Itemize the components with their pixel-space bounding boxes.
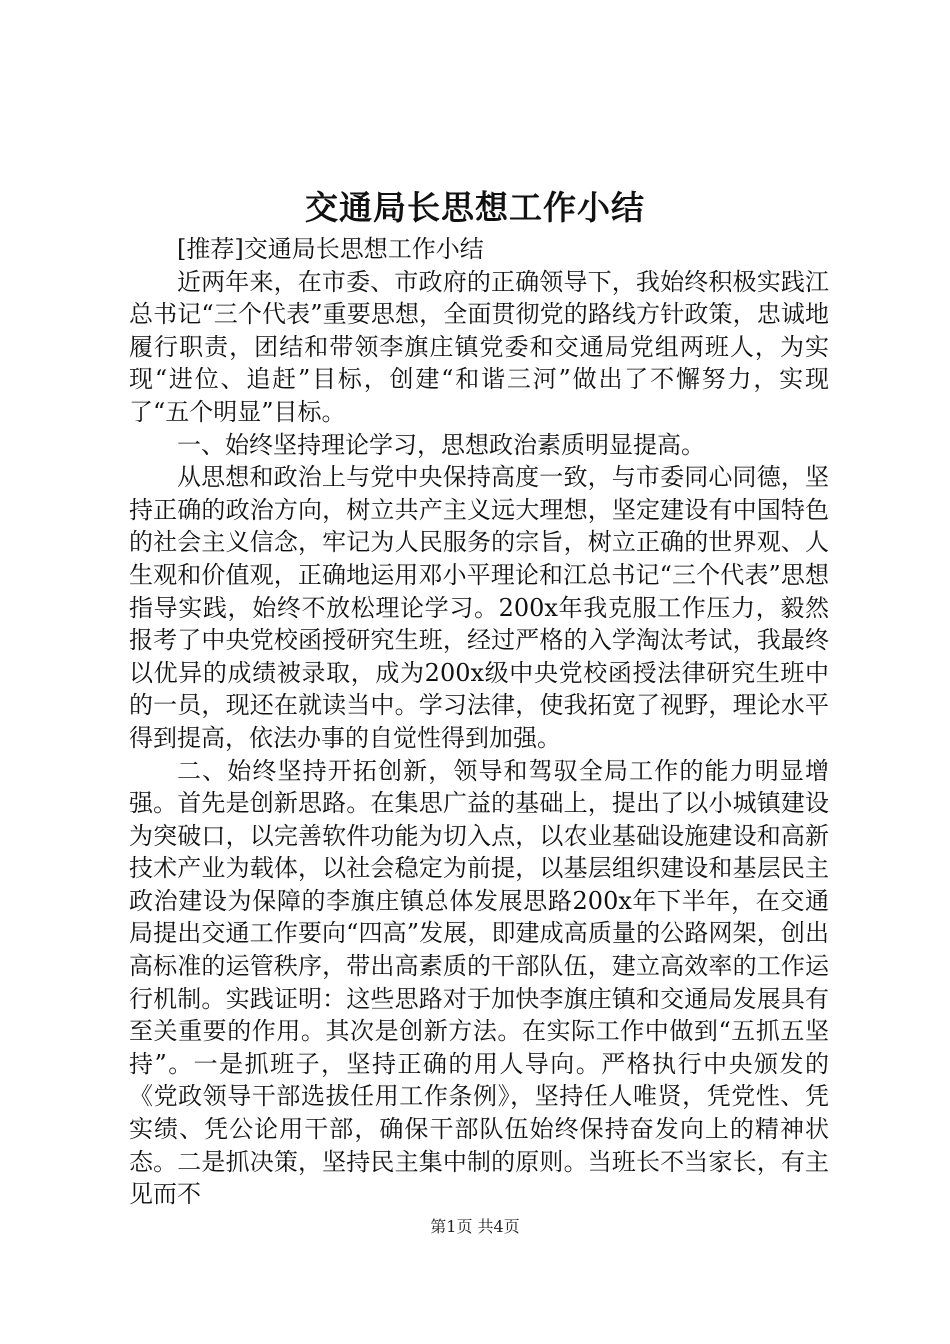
paragraph-section-one-heading: 一、始终坚持理论学习，思想政治素质明显提高。 <box>177 430 705 459</box>
document-title: 交通局长思想工作小结 <box>305 188 645 227</box>
document-body <box>129 233 829 1211</box>
paragraph-intro: 近两年来，在市委、市政府的正确领导下，我始终积极实践江总书记“三个代表”重要思想，全面贯彻党的路线方针政策，忠诚地履行职责，团结和带领李旗庄镇党委和交通局党组两班人，为实现“进位、追赶”目标，创建“和谐三河”做出了不懈努力，实现了“五个明显”目标。 <box>129 267 829 426</box>
paragraph-section-two: 二、始终坚持开拓创新，领导和驾驭全局工作的能力明显增强。首先是创新思路。在集思广益的基础上，提出了以小城镇建设为突破口，以完善软件功能为切入点，以农业基础设施建设和高新技术产业为载体，以社会稳定为前提，以基层组织建设和基层民主政治建设为保障的李旗庄镇总体发展思路200x年下半年，在交通局提出交通工作要向“四高”发展，即建成高质量的公路网架，创出高标准的运管秩序，带出高素质的干部队伍，建立高效率的工作运行机制。实践证明：这些思路对于加快李旗庄镇和交通局发展具有至关重要的作用。其次是创新方法。在实际工作中做到“五抓五坚持”。一是抓班子，坚持正确的用人导向。严格执行中央颁发的《党政领导干部选拔任用工作条例》，坚持任人唯贤，凭党性、凭实绩、凭公论用干部，确保干部队伍始终保持奋发向上的精神状态。二是抓决策，坚持民主集中制的原则。当班长不当家长，有主见而不 <box>129 756 829 1209</box>
paragraph-recommend-heading: [推荐]交通局长思想工作小结 <box>177 235 484 263</box>
paragraph-section-one-body: 从思想和政治上与党中央保持高度一致，与市委同心同德，坚持正确的政治方向，树立共产主义远大理想，坚定建设有中国特色的社会主义信念，牢记为人民服务的宗旨，树立正确的世界观、人生观和价值观，正确地运用邓小平理论和江总书记“三个代表”思想指导实践，始终不放松理论学习。200x年我克服工作压力，毅然报考了中央党校函授研究生班，经过严格的入学淘汰考试，我最终以优异的成绩被录取，成为200x级中央党校函授法律研究生班中的一员，现还在就读当中。学习法律，使我拓宽了视野，理论水平得到提高，依法办事的自觉性得到加强。 <box>129 463 829 752</box>
page-footer: 第1页 共4页 <box>430 1217 520 1236</box>
